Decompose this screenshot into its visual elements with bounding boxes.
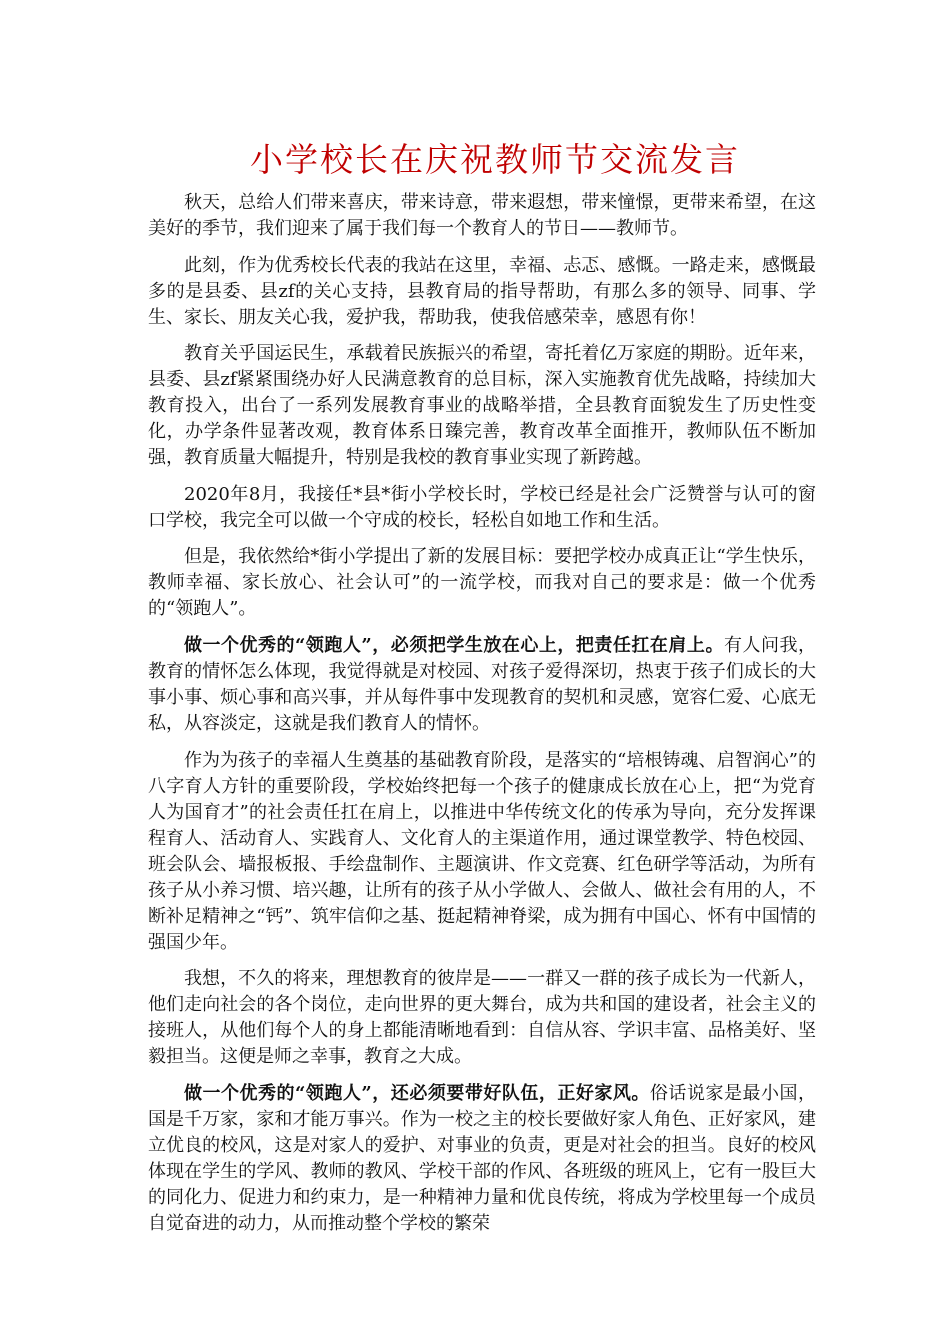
paragraph-text: 秋天，总给人们带来喜庆，带来诗意，带来遐想，带来憧憬，更带来希望，在这美好的季节，我们迎来了属于我们每一个教育人的节日——教师节。 [148, 192, 816, 239]
paragraph-8 [148, 966, 816, 1070]
document-title: 小学校长在庆祝教师节交流发言 [250, 140, 740, 179]
paragraph-2 [148, 253, 816, 331]
paragraph-4 [148, 482, 816, 534]
paragraph-text: 此刻，作为优秀校长代表的我站在这里，幸福、忐忑、感慨。一路走来，感慨最多的是县委、县zf的关心支持，县教育局的指导帮助，有那么多的领导、同事、学生、家长、朋友关心我，爱护我，帮助我，使我倍感荣幸，感恩有你！ [148, 254, 816, 328]
paragraph-text: 我想，不久的将来，理想教育的彼岸是——一群又一群的孩子成长为一代新人，他们走向社会的各个岗位，走向世界的更大舞台，成为共和国的建设者，社会主义的接班人，从他们每个人的身上都能清晰地看到：自信从容、学识丰富、品格美好、坚毅担当。这便是师之幸事，教育之大成。 [148, 968, 816, 1068]
paragraph-text: 2020年8月，我接任*县*街小学校长时，学校已经是社会广泛赞誉与认可的窗口学校，我完全可以做一个守成的校长，轻松自如地工作和生活。 [148, 483, 816, 531]
paragraph-1 [148, 190, 816, 242]
paragraph-9 [148, 1081, 816, 1237]
paragraph-lead-bold: 做一个优秀的“领跑人”，还必须要带好队伍，正好家风。 [184, 1082, 650, 1104]
paragraph-3 [148, 341, 816, 471]
paragraph-text: 作为为孩子的幸福人生奠基的基础教育阶段，是落实的“培根铸魂、启智润心”的八字育人方针的重要阶段，学校始终把每一个孩子的健康成长放在心上，把“为党育人为国育才”的社会责任扛在肩上，以推进中华传统文化的传承为导向，充分发挥课程育人、活动育人、实践育人、文化育人的主渠道作用，通过课堂教学、特色校园、班会队会、墙报板报、手绘盘制作、主题演讲、作文竞赛、红色研学等活动，为所有孩子从小养习惯、培兴趣，让所有的孩子从小学做人、会做人、做社会有用的人，不断补足精神之“钙”、筑牢信仰之基、挺起精神脊梁，成为拥有中国心、怀有中国情的强国少年。 [148, 749, 816, 953]
paragraph-text: 俗话说家是最小国，国是千万家，家和才能万事兴。作为一校之主的校长要做好家人角色、正好家风，建立优良的校风，这是对家人的爱护、对事业的负责，更是对社会的担当。良好的校风体现在学生的学风、教师的教风、学校干部的作风、各班级的班风上，它有一股巨大的同化力、促进力和约束力，是一种精神力量和优良传统，将成为学校里每一个成员自觉奋进的动力，从而推动整个学校的繁荣 [148, 1082, 816, 1234]
document-body [148, 190, 816, 1247]
paragraph-7 [148, 748, 816, 956]
paragraph-lead-bold: 做一个优秀的“领跑人”，必须把学生放在心上，把责任扛在肩上。 [184, 634, 724, 656]
paragraph-text: 但是，我依然给*街小学提出了新的发展目标：要把学校办成真正让“学生快乐，教师幸福、家长放心、社会认可”的一流学校，而我对自己的要求是：做一个优秀的“领跑人”。 [148, 546, 816, 620]
paragraph-text: 有人问我，教育的情怀怎么体现，我觉得就是对校园、对孩子爱得深切，热衷于孩子们成长的大事小事、烦心事和高兴事，并从每件事中发现教育的契机和灵感，宽容仁爱、心底无私，从容淡定，这就是我们教育人的情怀。 [148, 634, 816, 734]
paragraph-text: 教育关乎国运民生，承载着民族振兴的希望，寄托着亿万家庭的期盼。近年来，县委、县zf紧紧围绕办好人民满意教育的总目标，深入实施教育优先战略，持续加大教育投入，出台了一系列发展教育事业的战略举措，全县教育面貌发生了历史性变化，办学条件显著改观，教育体系日臻完善，教育改革全面推开，教师队伍不断加强，教育质量大幅提升，特别是我校的教育事业实现了新跨越。 [148, 343, 816, 469]
paragraph-6 [148, 633, 816, 737]
paragraph-5 [148, 544, 816, 622]
